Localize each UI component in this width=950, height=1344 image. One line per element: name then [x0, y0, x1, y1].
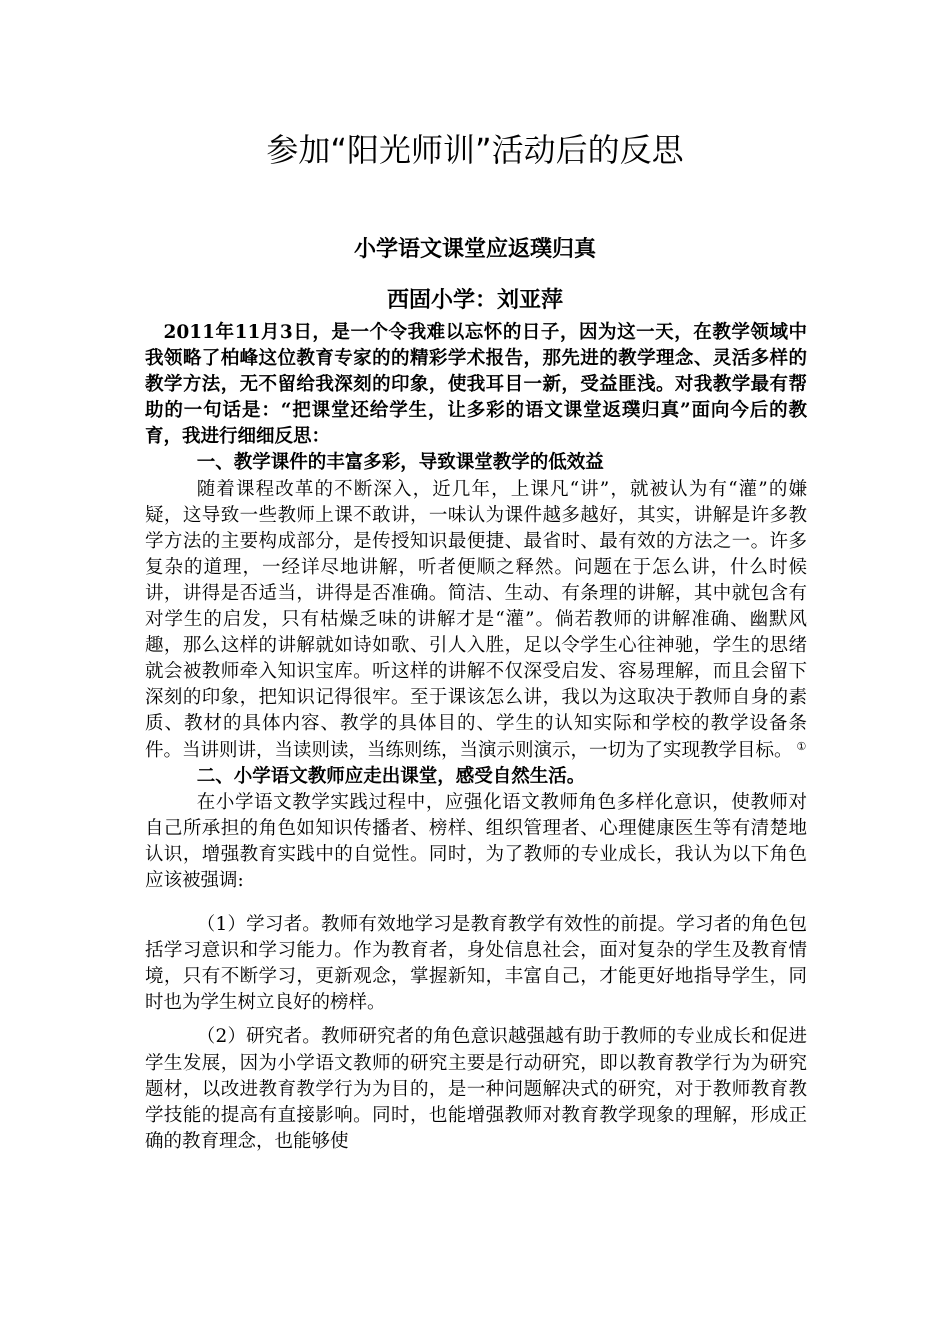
- footnote-marker: ①: [796, 739, 807, 753]
- document-body: [145, 320, 807, 1155]
- section-1-text: 随着课程改革的不断深入，近几年，上课凡“讲”，就被认为有“灌”的嫌疑，这导致一些教师上课不敢讲，一味认为课件越多越好，其实，讲解是许多教学方法的主要构成部分，是传授知识最便捷、最省时、最有效的方法之一。许多复杂的道理，一经详尽地讲解，听者便顺之释然。问题在于怎么讲，什么时候讲，讲得是否适当，讲得是否准确。简洁、生动、有条理的讲解，其中就包含有对学生的启发，只有枯燥乏味的讲解才是“灌”。倘若教师的讲解准确、幽默风趣，那么这样的讲解就如诗如歌、引人入胜，足以令学生心往神驰，学生的思绪就会被教师牵入知识宝库。听这样的讲解不仅深受启发、容易理解，而且会留下深刻的印象，把知识记得很牢。至于课该怎么讲，我以为这取决于教师自身的素质、教材的具体内容、教学的具体目的、学生的认知实际和学校的教学设备条件。当讲则讲，当读则读，当练则练，当演示则演示，一切为了实现教学目标。: [145, 478, 807, 761]
- item-1-paragraph: （1）学习者。教师有效地学习是教育教学有效性的前提。学习者的角色包括学习意识和学习能力。作为教育者，身处信息社会，面对复杂的学生及教育情境，只有不断学习，更新观念，掌握新知，丰富自己，才能更好地指导学生，同时也为学生树立良好的榜样。: [145, 914, 807, 1014]
- intro-paragraph: 2011年11月3日，是一个令我难以忘怀的日子，因为这一天，在教学领域中我领略了柏峰这位教育专家的的精彩学术报告，那先进的教学理念、灵活多样的教学方法，无不留给我深刻的印象，使我耳目一新，受益匪浅。对我教学最有帮助的一句话是：“把课堂还给学生，让多彩的语文课堂返璞归真”面向今后的教育，我进行细细反思：: [145, 322, 807, 448]
- section-1-paragraph: [145, 477, 807, 764]
- document-subtitle: 小学语文课堂应返璞归真: [353, 236, 596, 262]
- item-2-paragraph: （2）研究者。教师研究者的角色意识越强越有助于教师的专业成长和促进学生发展，因为小学语文教师的研究主要是行动研究，即以教育教学行为为研究题材，以改进教育教学行为为目的，是一种问题解决式的研究，对于教师教育教学技能的提高有直接影响。同时，也能增强教师对教育教学现象的理解，形成正确的教育理念，也能够使: [145, 1026, 807, 1152]
- document-author: 西固小学：刘亚萍: [386, 287, 563, 313]
- paragraph-spacer: [145, 1016, 807, 1024]
- paragraph-spacer: [145, 894, 807, 912]
- section-1-heading: 一、教学课件的丰富多彩，导致课堂教学的低效益: [196, 452, 604, 474]
- section-2-paragraph: 在小学语文教学实践过程中，应强化语文教师角色多样化意识，使教师对自己所承担的角色如知识传播者、榜样、组织管理者、心理健康医生等有清楚地认识，增强教育实践中的自觉性。同时，为了教师的专业成长，我认为以下角色应该被强调:: [145, 791, 807, 891]
- document-title: 参加“阳光师训”活动后的反思: [266, 131, 684, 169]
- section-2-heading: 二、小学语文教师应走出课堂，感受自然生活。: [196, 765, 586, 787]
